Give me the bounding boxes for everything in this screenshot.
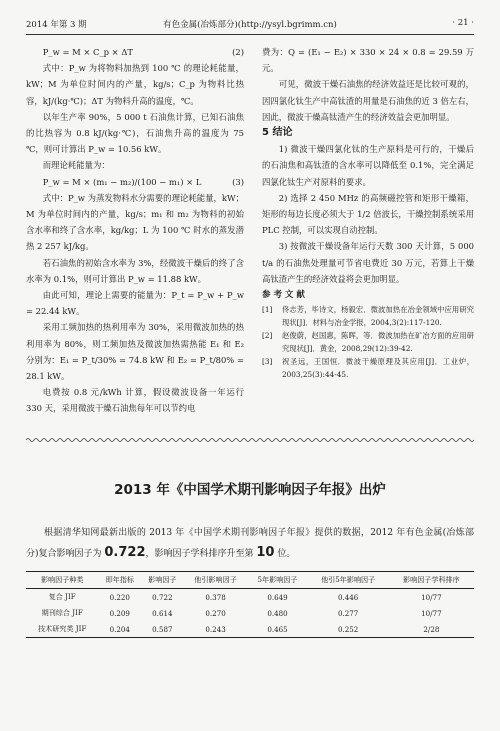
- paragraph: 费为：Q = (E₁ − E₂) × 330 × 24 × 0.8 = 29.59 万元。: [262, 47, 474, 74]
- notice-body: 根据清华知网最新出版的 2013 年《中国学术期刊影响因子年报》提供的数据，2012 年有色金属(冶炼部分)复合影响因子为 0.722，影响因子学科排序升至第 10 位。: [26, 528, 474, 560]
- table-cell: 技术研究类 JIF: [38, 624, 87, 633]
- paragraph: 可见，微波干燥石油焦的经济效益还是比较可观的，因四氯化钛生产中高钛渣的用量是石油焦的近 3 倍左右，因此，微波干燥高钛渣产生的经济效益会更加明显。: [262, 79, 474, 122]
- table-cell: 0.465: [267, 624, 288, 634]
- table-cell: 期刊综合 JIF: [41, 608, 83, 617]
- table-cell: 0.614: [152, 608, 173, 618]
- table-cell: 复合 JIF: [48, 592, 76, 601]
- table-cell: 0.252: [337, 624, 359, 634]
- table-cell: 0.204: [109, 624, 130, 634]
- header-rule: [26, 34, 474, 35]
- column-header: 影响因子: [148, 575, 177, 584]
- paragraph: 式中：P_w 为将物料加热到 100 ℃ 的理论耗能量，kW；M 为单位时间内的产量，kg/s；C_p 为物料比热容，kJ/(kg·℃)；ΔT 为物料升高的温度，℃。: [26, 63, 244, 106]
- table-cell: 0.587: [152, 624, 173, 634]
- page-number: · 21 ·: [452, 18, 474, 28]
- paragraph: 采用工频加热的热利用率为 30%，采用微波加热的热利用率为 80%，则工频加热及微波加热需热能 E₁ 和 E₂ 分别为：E₁ = P_t/30% = 74.8 kW 和 E₂ = P_t/80% = 28.1 kW。: [26, 322, 244, 382]
- reference-item: [1] 佟志芳，毕诗文，杨毅宏．微波加热在冶金领域中应用研究现状[J]．材料与冶金学报，2004,3(2):117-120.: [262, 305, 474, 328]
- table-row: [26, 605, 474, 621]
- reference-item: [3] 祝圣远，王国恒．微波干燥原理及其应用[J]．工业炉，2003,25(3):44-45.: [262, 357, 474, 380]
- impact-factor-value: 0.722: [104, 545, 146, 560]
- table-cell: 2/28: [423, 624, 440, 634]
- paragraph: 式中：P_w 为蒸发物料水分需要的理论耗能量，kW；M 为单位时间内的产量，kg/s；m₁ 和 m₂ 为物料的初始含水率和终了含水率，kg/kg；L 为 100 ℃ 时水的蒸发潜热 2 257 kJ/kg。: [26, 192, 244, 252]
- table-row: [26, 589, 474, 606]
- right-column: [262, 44, 474, 381]
- column-header: 即年指标: [105, 575, 134, 584]
- table-cell: 0.649: [267, 592, 288, 602]
- notice-title: 2013 年《中国学术期刊影响因子年报》出炉: [114, 482, 386, 498]
- table-row: [26, 621, 474, 638]
- wavy-separator: [26, 437, 474, 443]
- table-cell: 0.220: [109, 592, 130, 602]
- column-header: 影响因子种类: [40, 575, 84, 584]
- table-cell: 0.277: [337, 608, 359, 618]
- column-header: 5年影响因子: [257, 575, 298, 584]
- section-heading: 5 结论: [262, 127, 293, 139]
- formula-3: P_w = M × (m₁ − m₂)/(100 − m₁) × L (3): [42, 176, 244, 187]
- table-header-row: [26, 572, 474, 589]
- paragraph: 若石油焦的初始含水率为 3%，经微波干燥后的终了含水率为 0.1%，则可计算出 P_w = 11.88 kW。: [26, 257, 244, 284]
- rank-value: 10: [256, 545, 275, 560]
- table-cell: 0.270: [205, 608, 226, 618]
- paragraph: 而理论耗能量为：: [42, 160, 110, 171]
- table-cell: 0.209: [109, 608, 130, 618]
- conclusion-item: 2) 选择 2 450 MHz 的高频磁控管和矩形干燥箱，矩形的每边长度必须大于 1/2 倍波长，干燥控制系统采用 PLC 控制，可以实现自动控制。: [262, 192, 474, 236]
- column-header: 影响因子学科排序: [403, 575, 460, 584]
- paragraph: 电费按 0.8 元/kWh 计算，假设微波设备一年运行 330 天，采用微波干燥石油焦每年可以节约电: [26, 387, 244, 414]
- table-cell: 0.446: [337, 592, 359, 602]
- impact-factor-table: [26, 571, 474, 638]
- page-header: [26, 18, 474, 32]
- table-cell: 10/77: [421, 592, 442, 602]
- paragraph: 以年生产率 90%，5 000 t 石油焦计算，已知石油焦的比热容为 0.8 kJ/(kg·℃)，石油焦升高的温度为 75 ℃，则可计算出 P_w = 10.56 kW。: [26, 111, 244, 155]
- journal-title: 有色金属(冶炼部分)(http://ysyl.bgrimm.cn): [163, 20, 337, 30]
- left-column: [26, 44, 244, 417]
- table-cell: 0.480: [267, 608, 288, 618]
- column-header: 他引5年影响因子: [321, 575, 376, 584]
- reference-item: [2] 赵俊蔚，赵国惠，陈晖，等．微波加热在矿冶方面的应用研究现状[J]．黄金，2008,29(12):39-42.: [262, 331, 474, 354]
- conclusion-item: 1) 微波干燥四氯化钛的生产原料是可行的，干燥后的石油焦和高钛渣的含水率可以降低至 0.1%，完全满足四氯化钛生产对原料的要求。: [262, 144, 474, 187]
- formula-2: P_w = M × C_p × ΔT (2): [42, 47, 244, 57]
- issue-label: 2014 年第 3 期: [26, 20, 87, 30]
- table-cell: 0.243: [205, 624, 226, 634]
- references-title: 参 考 文 献: [262, 290, 305, 301]
- table-cell: 0.722: [152, 592, 173, 602]
- conclusion-item: 3) 按微波干燥设备年运行天数 300 天计算，5 000 t/a 的石油焦处理量可节省电费近 30 万元，若算上干燥高钛渣产生的经济效益将会更加明显。: [262, 241, 474, 284]
- table-cell: 10/77: [421, 608, 442, 618]
- paragraph: 由此可知，理论上需要的能量为：P_t = P_w + P_w = 22.44 kW。: [26, 290, 244, 317]
- table-cell: 0.378: [205, 592, 226, 602]
- column-header: 他引影响因子: [194, 575, 237, 584]
